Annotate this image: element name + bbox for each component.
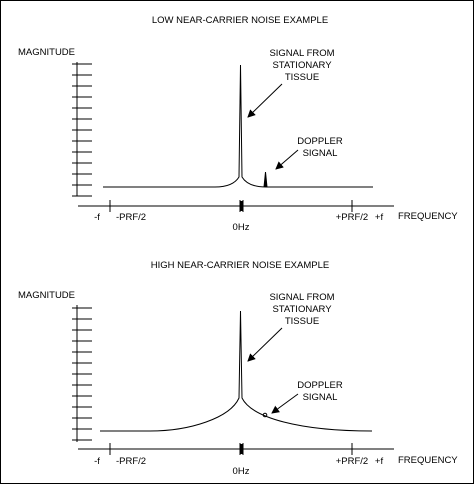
signal-annotation-line: TISSUE	[284, 316, 320, 327]
x-tick-label: -PRF/2	[115, 212, 147, 223]
magnitude-ticks	[72, 305, 92, 442]
x-axis-label: FREQUENCY	[398, 455, 458, 466]
signal-annotation-line: TISSUE	[284, 72, 320, 83]
signal-annotation-line: SIGNAL FROM	[269, 292, 335, 303]
x-tick-label: -PRF/2	[115, 456, 147, 467]
panel-high-noise	[18, 260, 458, 477]
x-tick-label: -f	[94, 456, 100, 467]
x-tick-label: +PRF/2	[335, 212, 369, 223]
signal-annotation-line: STATIONARY	[272, 60, 332, 71]
doppler-annotation-line: SIGNAL	[302, 148, 338, 159]
signal-arrow	[248, 328, 282, 361]
frequency-axis	[78, 443, 394, 455]
doppler-annotation-line: DOPPLER	[297, 136, 343, 147]
x-tick-label: +f	[374, 212, 384, 223]
x-tick-label: 0Hz	[232, 222, 250, 233]
panel-title: HIGH NEAR-CARRIER NOISE EXAMPLE	[150, 260, 330, 271]
doppler-arrow	[272, 394, 298, 413]
center-frequency-marker	[240, 444, 243, 454]
doppler-peak	[264, 172, 267, 187]
signal-arrow	[248, 84, 282, 117]
x-tick-label: +f	[374, 456, 384, 467]
x-axis-label: FREQUENCY	[398, 211, 458, 222]
x-tick-label: +PRF/2	[335, 456, 369, 467]
signal-annotation-line: SIGNAL FROM	[269, 48, 335, 59]
spectrum-curve	[100, 311, 372, 431]
center-frequency-marker	[240, 201, 243, 211]
doppler-annotation-line: SIGNAL	[302, 392, 338, 403]
signal-annotation-line: STATIONARY	[272, 304, 332, 315]
y-axis-label: MAGNITUDE	[18, 47, 75, 58]
panel-low-noise	[18, 15, 458, 233]
x-tick-label: 0Hz	[232, 466, 250, 477]
spectrum-curve	[103, 65, 373, 187]
doppler-arrow	[276, 150, 298, 169]
frequency-axis	[78, 200, 394, 212]
x-tick-label: -f	[94, 212, 100, 223]
magnitude-ticks	[72, 62, 92, 196]
doppler-annotation-line: DOPPLER	[297, 380, 343, 391]
panel-title: LOW NEAR-CARRIER NOISE EXAMPLE	[151, 15, 329, 26]
y-axis-label: MAGNITUDE	[18, 290, 75, 301]
